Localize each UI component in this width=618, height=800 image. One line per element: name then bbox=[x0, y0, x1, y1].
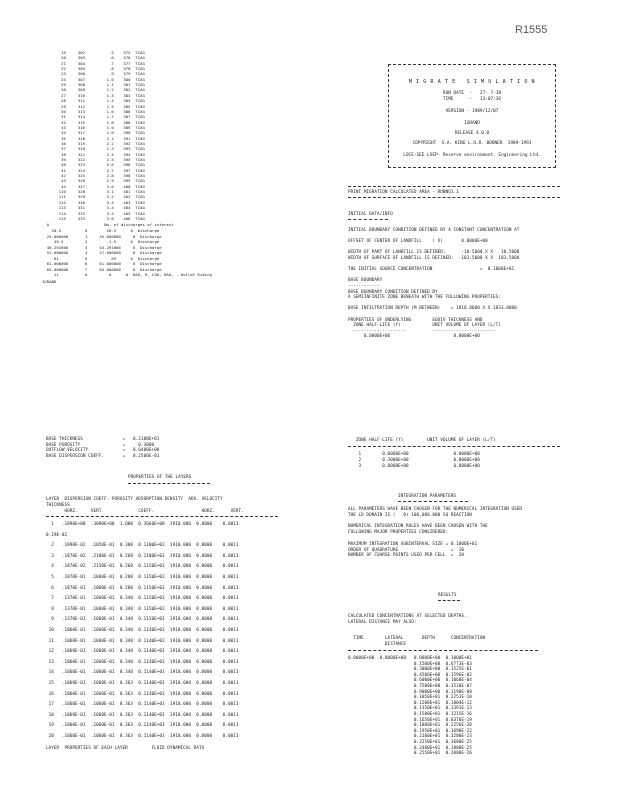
result-row: 0.1050E+01 0.2251E-10 bbox=[348, 695, 472, 701]
result-row: 0.1350E+01 0.1391E-13 bbox=[348, 706, 472, 712]
listing-row: 111 329 3.2 402 TIAG bbox=[42, 194, 145, 200]
result-row: 0.4500E+00 0.1596E-02 bbox=[348, 672, 472, 678]
listing-row: 42 325 2.8 398 TIAG bbox=[42, 173, 145, 179]
base-parameter-line: BASE POROSITY = 0.3000 bbox=[46, 442, 155, 448]
layer-row: 19 .1060E-01 .1060E-01 0.363 0.1140E+03 1910.000 0.0000 0.0011 bbox=[46, 723, 239, 729]
listing-row: 22 305 .8 378 TIAG bbox=[42, 66, 145, 72]
listing-row: 39 322 2.5 395 TIAG bbox=[42, 157, 145, 162]
layer-row: 3 .1870E-02 .2180E-01 0.260 0.1100E+03 1910.000 0.0000 0.0011 bbox=[46, 553, 239, 559]
run-time: TIME - 13:07:36 bbox=[442, 97, 502, 102]
listing-row: 35 318 2.1 391 TIAG bbox=[42, 135, 145, 141]
listing-row: 113 331 3.4 404 TIAG bbox=[42, 205, 145, 211]
divider bbox=[348, 219, 388, 220]
layers-footer: LAYER PROPERTIES OF EACH LAYER FLUID DYNAMICAL DATA bbox=[46, 746, 205, 751]
results-intro-line: LATERAL DISTANCE MAY ALSO: bbox=[348, 619, 417, 625]
title-box bbox=[388, 64, 556, 168]
results-header-2: DISTANCE bbox=[348, 642, 407, 647]
run-heading: PRINT MIGRATION CALCULATED AREA - RUNNO1.1 bbox=[348, 190, 459, 195]
divider bbox=[348, 650, 538, 651]
listing-row: 115 333 3.6 406 TIAG bbox=[42, 215, 145, 221]
listing-row: 110 328 3.1 401 TIAG bbox=[42, 189, 145, 195]
section-initial: INITIAL DATA/INFO bbox=[348, 212, 393, 217]
result-row: 0.1800E+01 0.2256E-20 bbox=[348, 723, 472, 729]
release: RELEASE 4.0.0 bbox=[454, 131, 490, 136]
zone-row: 2 0.3000E+00 0.0000E+00 bbox=[348, 458, 480, 463]
divider bbox=[348, 446, 560, 447]
discharge-row: 49.5 2 -1.5 0 Discharge bbox=[42, 239, 160, 244]
listing-row: 114 332 3.5 405 TIAG bbox=[42, 210, 145, 216]
divider bbox=[46, 516, 278, 517]
zone-table-header: ZONE HALF-LIFE (Y) UNIT VOLUME OF LAYER (L/T) bbox=[348, 438, 496, 443]
initial-data-line: BASE INFILTRATION DEPTH (M BETWEEN) = 1818.0000 X X 1833.0000 bbox=[348, 306, 517, 312]
initial-data-line: INITIAL BOUNDARY CONDITION DEFINED BY A CONSTANT CONCENTRATION AT bbox=[348, 228, 520, 233]
integration-line: NUMERICAL INTEGRATION RULES HAVE BEEN CHOSEN WITH THE bbox=[348, 524, 488, 530]
layer-row: 15 .1060E-01 .1060E-01 0.363 0.1140E+03 1910.000 0.0000 0.0011 bbox=[46, 681, 239, 686]
layers-table-title: PROPERTIES OF THE LAYERS bbox=[128, 475, 192, 480]
layers-header-2: THICKNESS bbox=[46, 503, 70, 508]
discharge-row: 48.291666 3 53.291666 0 Discharge bbox=[42, 244, 162, 250]
initial-data-line: BASE BOUNDARY bbox=[348, 278, 383, 284]
program-name: IGRAND bbox=[464, 121, 480, 126]
initial-data-line: WIDTH OF PART OF LANDFILL IS DEFINED: -10.5000 X X 10.5000 bbox=[348, 250, 520, 256]
run-date: RUN DATE - 27- 7-18 bbox=[442, 91, 502, 96]
layer-row: 0.19E-02 bbox=[46, 532, 68, 538]
layer-row: 5 .1870E-01 .1060E-01 0.280 0.1150E+03 1910.000 0.0000 0.0011 bbox=[46, 575, 239, 580]
divider bbox=[348, 186, 560, 187]
listing-row: 37 320 2.3 393 TIAG bbox=[42, 146, 145, 152]
listing-row: 34 317 2.0 390 TIAG bbox=[42, 130, 145, 136]
layer-row: 2 .1890E-02 .1050E-01 0.300 0.1100E+03 1910.000 0.0000 0.0011 bbox=[46, 543, 239, 549]
initial-data-line: PROPERTIES OF UNDERLYING EQUIV THICKNESS AND bbox=[348, 317, 483, 323]
layer-row: 13 .1060E-01 .1060E-01 0.340 0.1140E+03 1910.000 0.0000 0.0011 bbox=[46, 659, 239, 665]
integration-title: INTEGRATION PARAMETERS bbox=[398, 494, 457, 499]
initial-data-line: BASE BOUNDARY CONDITION DEFINED BY bbox=[348, 289, 438, 295]
divider bbox=[438, 600, 460, 601]
results-header-1: TIME LATERAL DEPTH CONCENTRATION bbox=[348, 636, 486, 641]
layer-row: 20 .1060E-01 .1060E-01 0.363 0.1140E+03 1910.000 0.0000 0.0011 bbox=[46, 734, 239, 739]
listing-row: 26 309 1.2 382 TIAG bbox=[42, 87, 145, 93]
listing-row: 112 330 3.3 403 TIAG bbox=[42, 199, 145, 205]
initial-data-line: A SEMIINFINITE ZONE BENEATH WITH THE FOLLOWING PROPERTIES: bbox=[348, 295, 501, 301]
result-row: 0.9000E+00 0.1190E-08 bbox=[348, 689, 472, 695]
listing-row: 33 316 1.9 389 TIAG bbox=[42, 124, 145, 130]
layer-row: 9 .1370E-01 .1060E-01 0.340 0.1150E+03 1910.000 0.0000 0.0011 bbox=[46, 617, 239, 623]
layer-row: 16 .1060E-01 .1060E-01 0.363 0.1140E+03 1910.000 0.0000 0.0011 bbox=[46, 691, 239, 697]
result-row: 0.2250E+01 0.3600E-25 bbox=[348, 740, 472, 745]
divider bbox=[128, 483, 210, 484]
listing-row: 19 302 .5 375 TIAG bbox=[42, 50, 145, 55]
result-row: 0.2100E+01 0.3200E-23 bbox=[348, 734, 472, 740]
layer-row: 11 .1060E-01 .1060E-01 0.340 0.1140E+03 1910.000 0.0000 0.0011 bbox=[46, 638, 239, 644]
result-row: 0.0000E+00 0.0000E+00 0.0000E+00 0.1000E+01 bbox=[348, 656, 472, 661]
divider bbox=[398, 501, 468, 502]
listing-row: 40 323 2.6 396 TIAG bbox=[42, 162, 145, 168]
discharge-row: 11 0 0 0 RAU, R, CAU, RAU, . Outlet Riding bbox=[42, 272, 212, 277]
listing-row: 36 319 2.2 392 TIAG bbox=[42, 140, 145, 146]
initial-data-line: THE INITIAL SOURCE CONCENTRATION = 0.1000E+01 bbox=[348, 267, 515, 273]
layers-header-1: LAYER DISPERSION COEFF. POROSITY ADSORPTION DENSITY ADV. VELOCITY bbox=[46, 497, 223, 502]
title: M I G R A T E S I M U L A T I O N bbox=[408, 79, 536, 85]
result-row: 0.1200E+01 0.1804E-12 bbox=[348, 700, 472, 706]
listing-row: 27 310 1.3 383 TIAG bbox=[42, 92, 145, 98]
initial-data-line: OFFSET OF CENTER OF LANDFILL ( X) 0.0000E+00 bbox=[348, 239, 488, 245]
integration-line: MAXIMUM INTEGRATION SUBINTERVAL SIZE = 0.1000E+01 bbox=[348, 541, 478, 547]
layer-row: 1 .1890E+00 .3090E+00 1.000 0.3660E+00 1910.000 0.0000 0.0011 bbox=[46, 522, 239, 527]
integration-line: NUMBER OF COARSE POINTS USED PER CELL = 20 bbox=[348, 553, 465, 559]
results-title: RESULTS bbox=[438, 593, 457, 598]
layers-header-3: HORZ. VERT. COEFF. HORZ. VERT. bbox=[46, 509, 244, 514]
listing-row: 44 327 3.0 400 TIAG bbox=[42, 183, 145, 189]
discharge-row: 61.000000 6 61.000000 0 Discharge bbox=[42, 261, 162, 266]
discharge-row: 51.000000 4 57.000000 0 Discharge bbox=[42, 250, 162, 255]
result-row: 0.1500E+01 0.1215E-16 bbox=[348, 712, 472, 717]
listing-row: 21 304 .7 377 TIAG bbox=[42, 60, 145, 66]
base-parameter-line: BASE THICKNESS = 0.2100E+01 bbox=[46, 437, 160, 442]
version: VERSION - 1989/12/07 bbox=[445, 109, 499, 114]
integration-line: THE LD DOMAIN IS ( 0) 100,000.000 SQ REACTION bbox=[348, 512, 472, 518]
integration-line: FOLLOWING MAJOR PROPERTIES CONSIDERED: bbox=[348, 530, 449, 536]
integration-line: ORDER OF QUADRATURE = 10 bbox=[348, 547, 465, 553]
result-row: 0.1950E+01 0.1690E-22 bbox=[348, 728, 472, 734]
copyright: COPYRIGHT S.A. KING L.O.R. BODNER 1989-1993 bbox=[412, 141, 532, 146]
layer-row: 10 .1060E-01 .1060E-01 0.340 0.1140E+03 1910.000 0.0000 0.0011 bbox=[46, 628, 239, 633]
initial-data-line: 0.0000E+00 0.0000E+00 bbox=[348, 334, 480, 340]
layer-row: 14 .1060E-01 .1060E-01 0.340 0.1140E+03 1910.000 0.0000 0.0011 bbox=[46, 670, 239, 676]
listing-row: 30 313 1.6 386 TIAG bbox=[42, 108, 145, 114]
layer-row: 6 .1870E-01 .1060E-01 0.280 0.1150E+03 1910.000 0.0000 0.0011 bbox=[46, 585, 239, 591]
result-row: 0.2400E+01 0.1800E-25 bbox=[348, 745, 472, 751]
discharge-row: 61 5 63 0 Discharge bbox=[42, 255, 160, 261]
discharge-row: 65.000000 7 65.000000 0 Discharge bbox=[42, 266, 162, 272]
result-row: 0.7500E+00 0.1510E-07 bbox=[348, 684, 472, 689]
divider bbox=[348, 197, 560, 198]
initial-data-line: WIDTH OF SURFACE OF LANDFILL IS DEFINED: -103.5000 X X 103.5000 bbox=[348, 256, 520, 261]
listing-row: 23 306 .9 379 TIAG bbox=[42, 71, 145, 77]
listing-row: 38 321 2.4 394 TIAG bbox=[42, 151, 145, 157]
result-row: 0.1500E+00 0.6773E-03 bbox=[348, 661, 472, 667]
result-row: 0.6000E+00 0.1060E-04 bbox=[348, 678, 472, 684]
layer-row: 4 .1870E-02 .2150E-01 0.260 0.1150E+03 1910.000 0.0000 0.0011 bbox=[46, 564, 239, 570]
listing-row: 32 315 1.8 388 TIAG bbox=[42, 119, 145, 125]
integration-line: ALL PARAMETERS HAVE BEEN CHOSEN FOR THE NUMERICAL INTEGRATION USED bbox=[348, 507, 523, 512]
result-row: 0.2550E+01 0.2000E-26 bbox=[348, 751, 472, 757]
top-left-header: A No. of discharges of interest bbox=[42, 222, 174, 227]
layer-row: 17 .1060E-01 .1060E-01 0.363 0.1140E+03 1910.000 0.0000 0.0011 bbox=[46, 702, 239, 708]
zone-row: 1 0.0000E+00 0.0000E+00 bbox=[348, 452, 480, 457]
base-parameter-line: BASE DISPERSION COEFF. = 0.2500E-01 bbox=[46, 453, 160, 459]
discharge-row: 25.000000 1 45.000000 0 Discharge bbox=[42, 233, 162, 239]
license: LOCE-SEE LSEP- Reserve environment, Engineering Ltd. bbox=[403, 153, 541, 158]
listing-row: 29 312 1.5 385 TIAG bbox=[42, 103, 145, 109]
layer-row: 7 .1370E-01 .1060E-01 0.340 0.1150E+03 1910.000 0.0000 0.0011 bbox=[46, 596, 239, 602]
document-id: R1555 bbox=[515, 24, 548, 36]
initial-data-line: -------------------- ------------------------ bbox=[348, 328, 496, 334]
listing-row: 24 307 1.0 380 TIAG bbox=[42, 76, 145, 82]
listing-row: 20 303 .6 376 TIAG bbox=[42, 55, 145, 61]
result-row: 0.1650E+01 0.8376E-19 bbox=[348, 717, 472, 723]
layer-row: 12 .1060E-01 .1060E-01 0.340 0.1140E+03 1910.000 0.0000 0.0011 bbox=[46, 649, 239, 655]
listing-row: 43 326 2.9 399 TIAG bbox=[42, 178, 145, 184]
results-intro-line: CALCULATED CONCENTRATIONS AT SELECTED DEPTHS. bbox=[348, 614, 467, 619]
top-left-footer: IGRAND bbox=[42, 279, 57, 284]
listing-row: 28 311 1.4 384 TIAG bbox=[42, 98, 145, 104]
base-parameter-line: OUTFLOW VELOCITY = 0.6400E+00 bbox=[46, 448, 160, 454]
listing-row: 41 324 2.7 397 TIAG bbox=[42, 167, 145, 173]
layer-row: 18 .1060E-01 .1060E-01 0.363 0.1140E+03 1910.000 0.0000 0.0011 bbox=[46, 712, 239, 718]
listing-row: 31 314 1.7 387 TIAG bbox=[42, 114, 145, 120]
initial-data-line: ZONE HALF-LIFE (Y) UNIT VOLUME OF LAYER (L/T) bbox=[348, 323, 501, 329]
layer-row: 8 .1370E-01 .1060E-01 0.340 0.1150E+03 1910.000 0.0000 0.0011 bbox=[46, 606, 239, 612]
initial-data-line: ------------ bbox=[348, 284, 380, 289]
discharge-row: 20.5 0 20.5 0 Discharge bbox=[42, 228, 160, 233]
zone-row: 3 0.0000E+00 0.0000E+00 bbox=[348, 464, 480, 469]
listing-row: 25 308 1.1 381 TIAG bbox=[42, 82, 145, 88]
result-row: 0.3000E+00 0.1525E-01 bbox=[348, 667, 472, 673]
